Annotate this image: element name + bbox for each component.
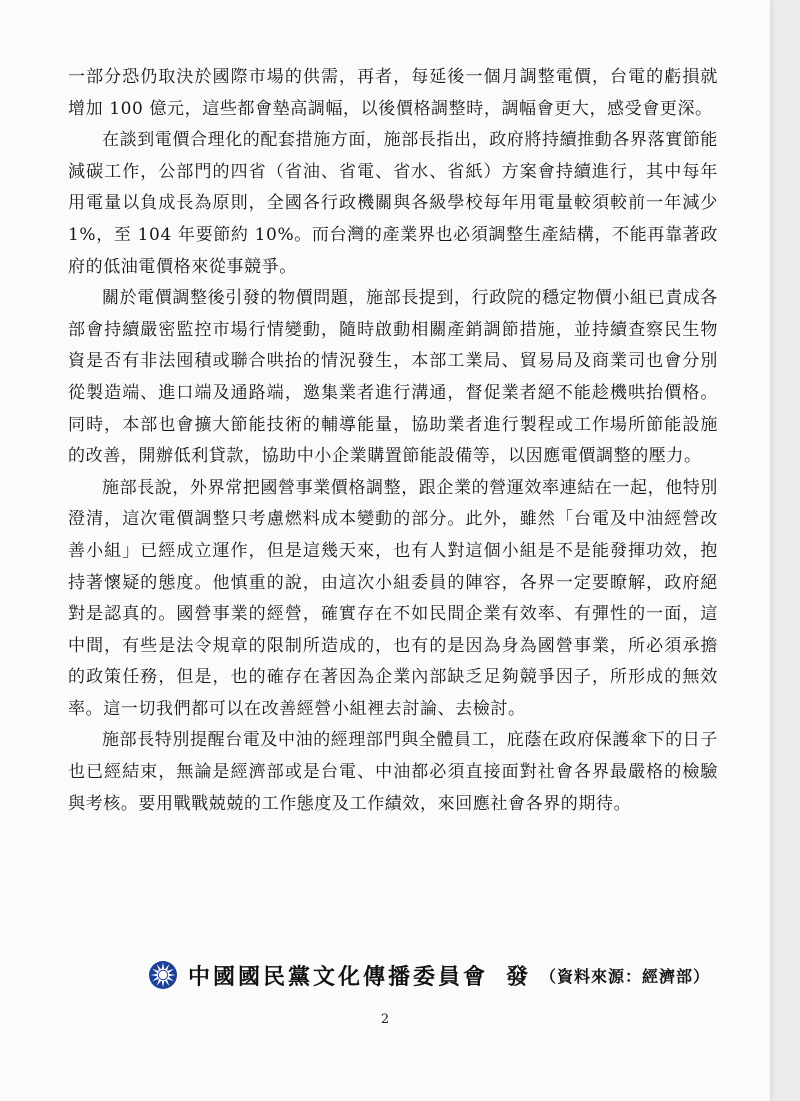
kmt-emblem-icon [148,960,178,990]
page-number: 2 [380,1012,390,1027]
source-note: （資料來源：經濟部） [540,966,711,986]
issuing-organization: 中國國民黨文化傳播委員會 [188,964,489,990]
paragraph: 施部長特別提醒台電及中油的經理部門與全體員工，庇蔭在政府保護傘下的日子也已經結束，無論是經濟部或是台電、中油都必須直接面對社會各界最嚴格的檢驗與考核。要用戰戰兢兢的工作態度及工作績效，來回應社會各界的期待。 [68,730,718,814]
issuer-footer [148,957,738,993]
paragraph: 關於電價調整後引發的物價問題，施部長提到，行政院的穩定物價小組已責成各部會持續嚴密監控市場行情變動，隨時啟動相關產銷調節措施，並持續查察民生物資是否有非法囤積或聯合哄抬的情況發生，本部工業局、貿易局及商業司也會分別從製造端、進口端及通路端，邀集業者進行溝通，督促業者絕不能趁機哄抬價格。同時，本部也會擴大節能技術的輔導能量，協助業者進行製程或工作場所節能設施的改善，開辦低利貸款，協助中小企業購置節能設備等，以因應電價調整的壓力。 [68,288,718,467]
paragraph: 施部長說，外界常把國營事業價格調整，跟企業的營運效率連結在一起，他特別澄清，這次電價調整只考慮燃料成本變動的部分。此外，雖然「台電及中油經營改善小組」已經成立運作，但是這幾天來，也有人對這個小組是不是能發揮功效，抱持著懷疑的態度。他慎重的說，由這次小組委員的陣容，各界一定要瞭解，政府絕對是認真的。國營事業的經營，確實存在不如民間企業有效率、有彈性的一面，這中間，有些是法令規章的限制所造成的，也有的是因為身為國營事業，所必須承擔的政策任務，但是，也的確存在著因為企業內部缺乏足夠競爭因子，所形成的無效率。這一切我們都可以在改善經營小組裡去討論、去檢討。 [68,477,718,719]
issued-label: 發 [506,964,529,990]
paragraph: 一部分恐仍取決於國際市場的供需，再者，每延後一個月調整電價，台電的虧損就增加 100 億元，這些都會墊高調幅，以後價格調整時，調幅會更大，感受會更深。 [68,67,718,119]
paragraph: 在談到電價合理化的配套措施方面，施部長指出，政府將持續推動各界落實節能減碳工作，公部門的四省（省油、省電、省水、省紙）方案會持續進行，其中每年用電量以負成長為原則，全國各行政機關與各級學校每年用電量較須較前一年減少 1%，至 104 年要節約 10%。而台灣的產業界也必須調整生產結構，不能再靠著政府的低油電價格來從事競爭。 [68,130,718,277]
document-body [68,62,718,820]
